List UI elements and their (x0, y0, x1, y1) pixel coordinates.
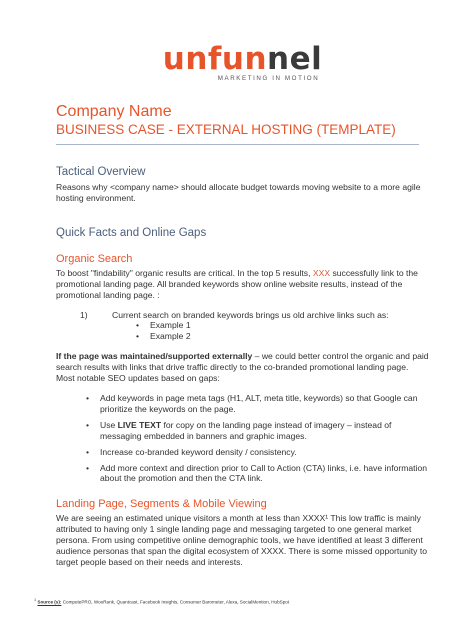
bullet-icon: • (86, 392, 90, 403)
seo-bullet-2-pre: Use (100, 419, 118, 430)
seo-bullet-3 (56, 447, 429, 458)
document-title: BUSINESS CASE - EXTERNAL HOSTING (TEMPLATE) (56, 122, 396, 137)
example-item-2 (104, 331, 429, 342)
logo-tagline: MARKETING IN MOTION (217, 75, 320, 82)
maintained-rest: – we could better control the organic and paid search results with links that drive traffic directly to the co-branded promotional landing page. Most notable SEO updates based on gaps: (56, 351, 429, 384)
maintained-lead: If the page was maintained/supported externally (56, 351, 253, 362)
title-divider (56, 144, 419, 145)
footnote-label: Source (s): (37, 599, 62, 605)
organic-item-1-number: 1) (80, 309, 88, 320)
bullet-icon: • (86, 446, 90, 457)
organic-text-after: successfully link to the promotional landing page. All branded keywords show online website results, instead of the promotional landing page. : (56, 267, 418, 300)
bullet-icon: • (86, 419, 90, 430)
maintained-text (56, 351, 429, 384)
tactical-heading: Tactical Overview (56, 166, 146, 178)
bullet-icon: • (136, 331, 140, 342)
seo-bullet-2-post: for copy on the landing page instead of imagery – instead of messaging embedded in banners and graphic images. (100, 419, 392, 441)
organic-heading: Organic Search (56, 252, 133, 265)
organic-numbered-list (56, 310, 429, 343)
organic-text-before: To boost "findability" organic results are critical. In the top 5 results, (56, 267, 313, 278)
example-item-1-text: Example 1 (150, 320, 191, 331)
seo-bullet-1-text: Add keywords in page meta tags (H1, ALT, meta title, keywords) so that Google can prioritize the keywords on the page. (100, 392, 418, 414)
company-name: Company Name (56, 103, 172, 120)
bullet-icon: • (136, 320, 140, 331)
landing-heading: Landing Page, Segments & Mobile Viewing (56, 498, 267, 511)
logo (56, 0, 429, 96)
tactical-text: Reasons why <company name> should allocate budget towards moving website to a more agile hosting environment. (56, 182, 421, 203)
seo-bullet-4-text: Add more context and direction prior to Call to Action (CTA) links, i.e. have information about the promotion and then the CTA link. (100, 462, 428, 484)
footnote-mark: 1 (34, 598, 37, 602)
example-list (80, 320, 429, 342)
footnote (34, 598, 289, 605)
quick-facts-heading: Quick Facts and Online Gaps (56, 226, 207, 239)
organic-xxx: XXX (312, 267, 331, 278)
seo-bullet-2 (56, 420, 429, 442)
seo-bullet-list (56, 393, 429, 484)
seo-bullet-4 (56, 463, 429, 485)
logo-word-part1: unfun (162, 41, 268, 77)
seo-bullet-2-bold: LIVE TEXT (117, 419, 162, 430)
bullet-icon: • (86, 462, 90, 473)
footnote-text: CompetePRO, WooRank, Quantcast, Facebook Insights, Consumer Barometer, Alexa, SocialMention, HubSpot (61, 599, 290, 605)
example-item-2-text: Example 2 (150, 331, 191, 342)
organic-item-1-text: Current search on branded keywords brings us old archive links such as: (112, 309, 389, 320)
logo-word-part2: nel (267, 41, 323, 77)
seo-bullet-1 (56, 393, 429, 415)
landing-text: We are seeing an estimated unique visitors a month at less than XXXX¹ This low traffic is mainly attributed to having only 1 single landing page and messaging targeted to one general market persona. From using competitive online demographic tools, we have identified at least 3 different audience personas that span the digital ecosystem of XXXX. There is some missed opportunity to target people based on their needs and interests. (56, 513, 428, 567)
example-item-1 (104, 320, 429, 331)
organic-text (56, 268, 429, 301)
organic-item-1 (80, 310, 429, 321)
logo-wordmark (56, 41, 429, 77)
seo-bullet-3-text: Increase co-branded keyword density / consistency. (100, 446, 297, 457)
